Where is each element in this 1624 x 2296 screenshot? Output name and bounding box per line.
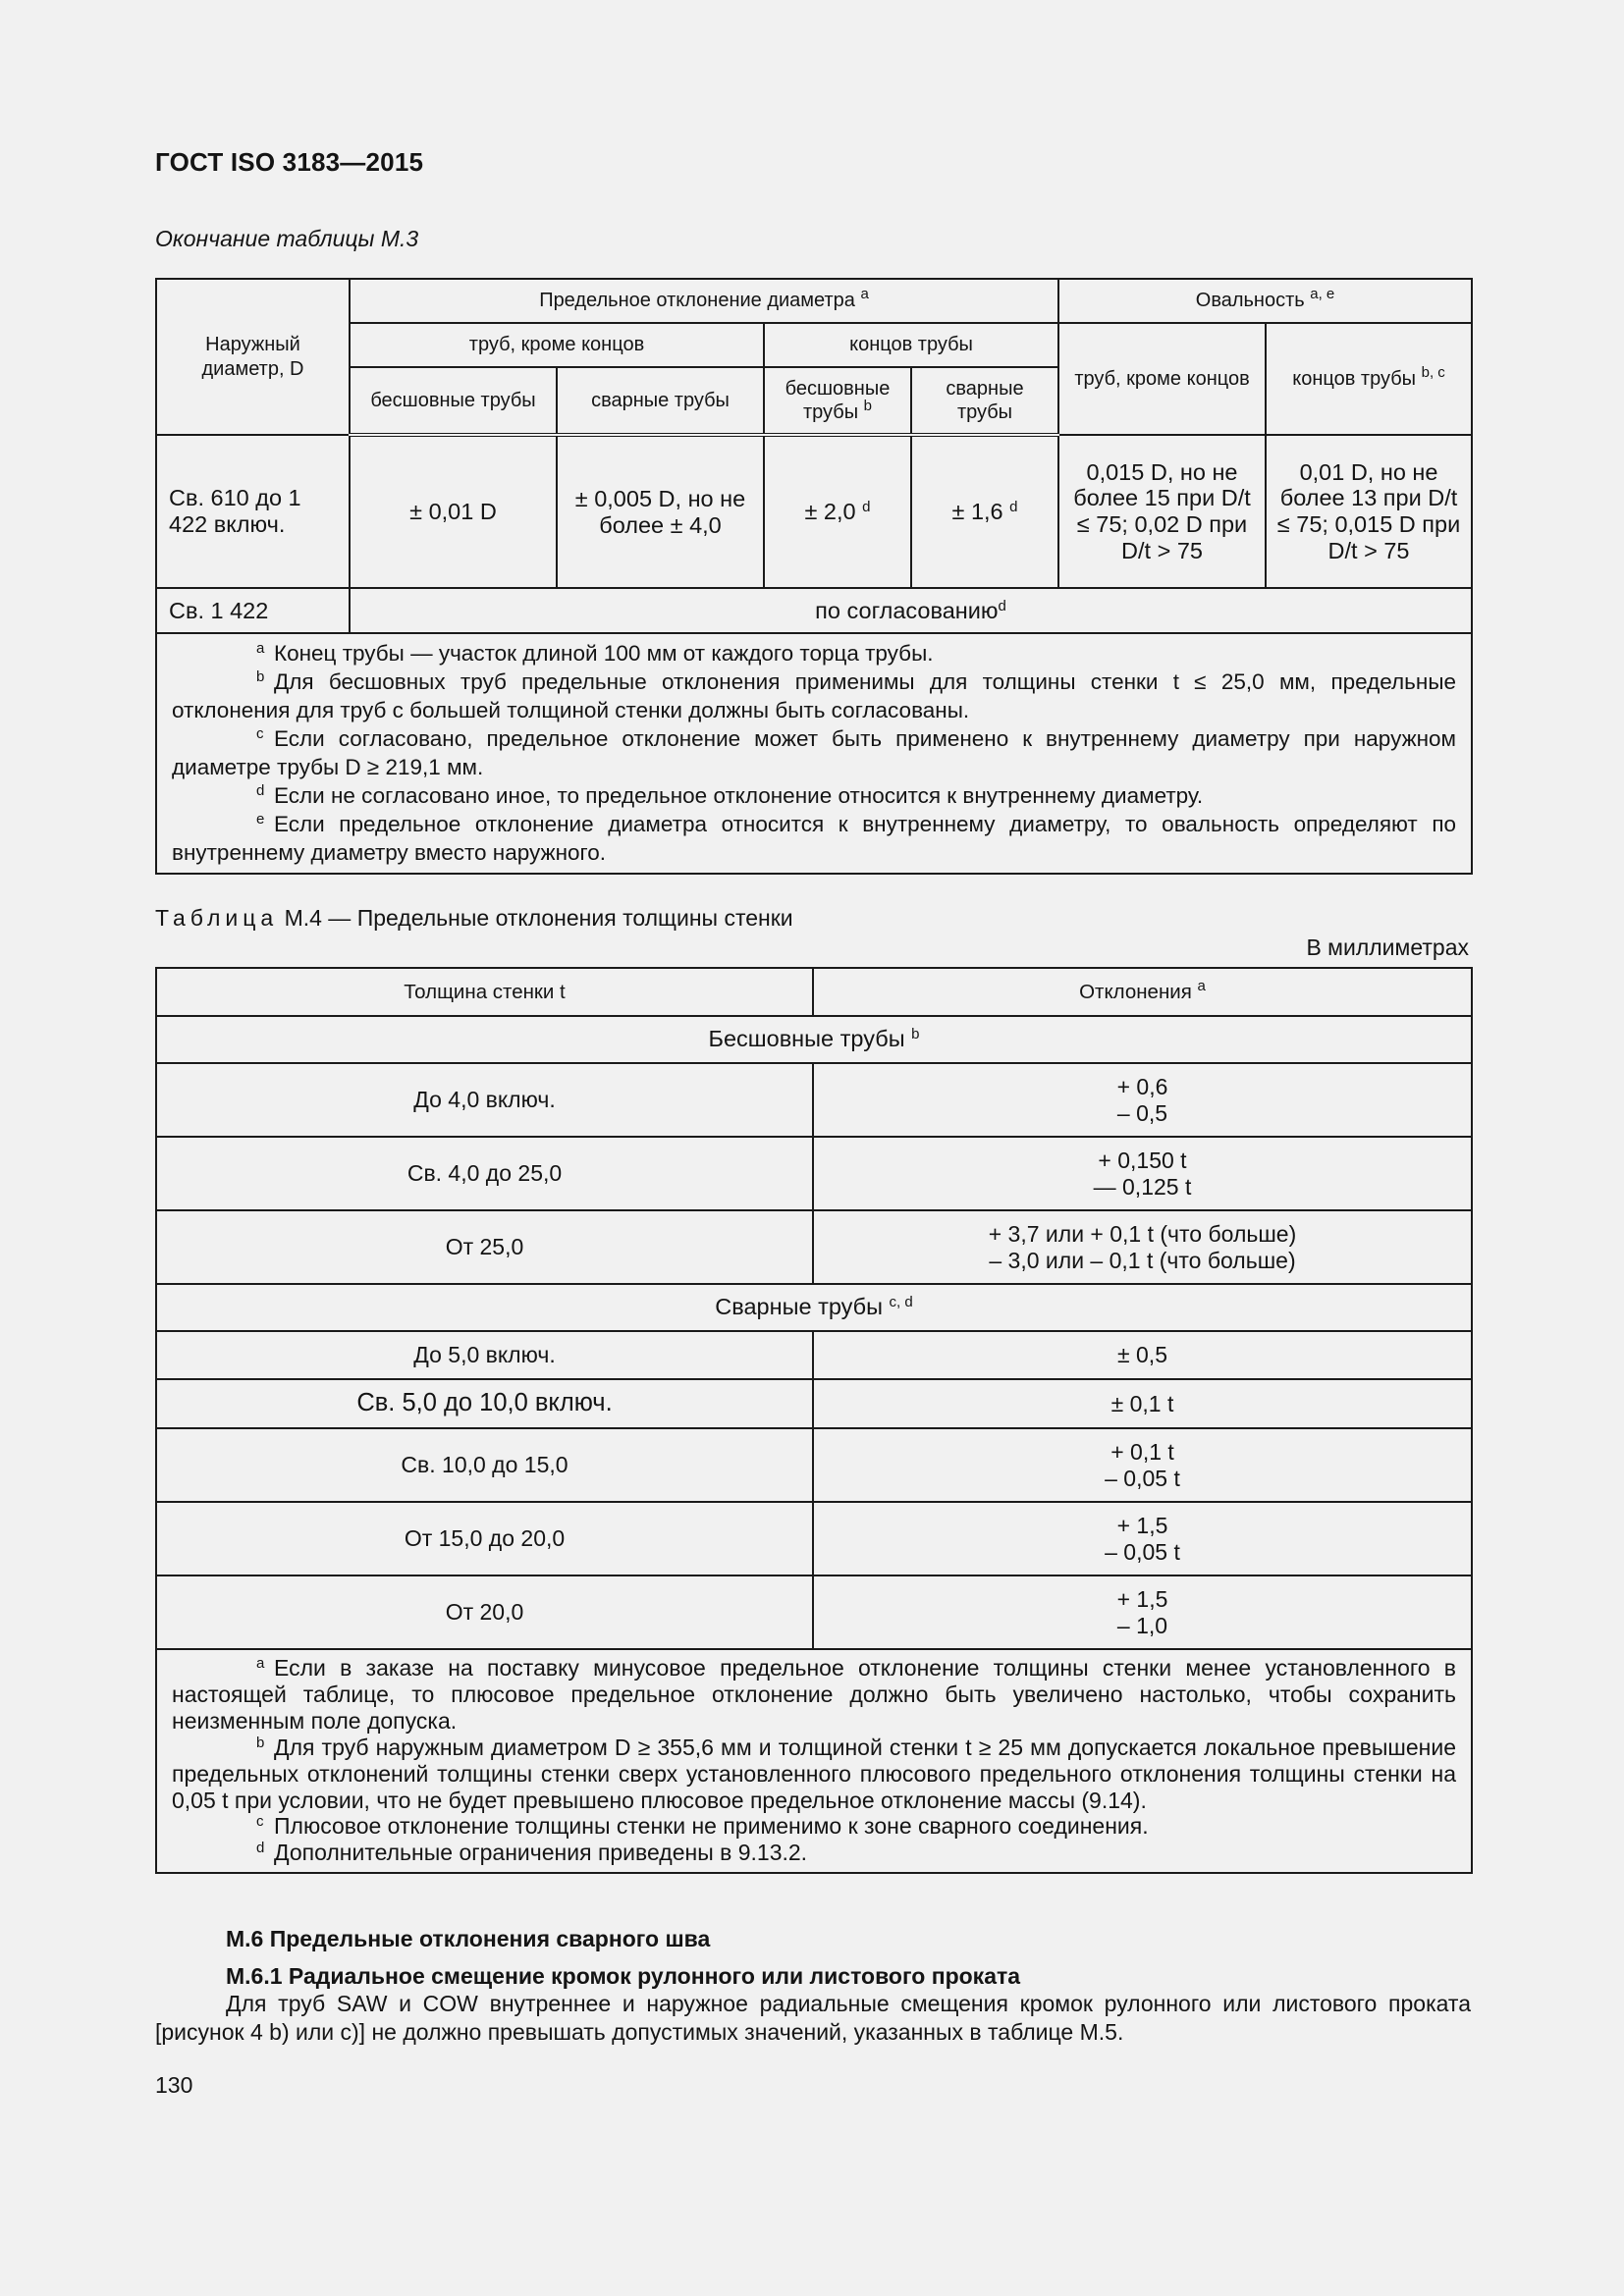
cell-seamless: ± 0,01 D: [350, 435, 557, 588]
document-header: ГОСТ ISO 3183—2015: [155, 147, 424, 177]
header-outer-diameter: Наружный диаметр, D: [156, 279, 350, 435]
deviation-cell: + 0,1 t – 0,05 t: [813, 1428, 1472, 1502]
table-row: [156, 1502, 1472, 1575]
header-seamless-ends: бесшовные трубы $^b$: [764, 367, 911, 435]
table-row: [156, 1379, 1472, 1428]
header-deviations: Отклонения $^a$: [813, 968, 1472, 1016]
deviation-cell: + 1,5 – 0,05 t: [813, 1502, 1472, 1575]
note-b: b Для труб наружным диаметром D ≥ 355,6 мм и толщиной стенки t ≥ 25 мм допускается локальное превышение предельных отклонений толщины стенки сверх установленного плюсового предельного отклонения толщины стенки на 0,05 t при условии, что не будет превышено плюсовое предельное отклонение массы (9.14).: [172, 1734, 1456, 1813]
cell-by-agreement: по согласованию$^d$: [350, 588, 1472, 633]
group-seamless-pipes: Бесшовные трубы $^b$: [156, 1016, 1472, 1063]
table-m4-notes: [156, 1649, 1472, 1873]
note-d: d Если не согласовано иное, то предельное отклонение относится к внутреннему диаметру.: [256, 782, 1204, 808]
header-wall-thickness: Толщина стенки t: [156, 968, 813, 1016]
note-a: a Конец трубы — участок длиной 100 мм от каждого торца трубы.: [256, 640, 934, 666]
table-row: [156, 1575, 1472, 1649]
paragraph-m61: [155, 1990, 1471, 2047]
cell-ends-welded: ± 1,6 $^d$: [911, 435, 1058, 588]
thickness-cell: Св. 4,0 до 25,0: [156, 1137, 813, 1210]
note-d: d Дополнительные ограничения приведены в 9.13.2.: [256, 1840, 808, 1866]
thickness-cell: От 25,0: [156, 1210, 813, 1284]
note-b: b Для бесшовных труб предельные отклонения применимы для толщины стенки t ≤ 25,0 мм, предельные отклонения для труб с большей толщиной стенки должны быть согласованы.: [172, 668, 1457, 722]
cell-ends-seamless: ± 2,0 $^d$: [764, 435, 911, 588]
header-ovality-ends: концов трубы $^{b, c}$: [1266, 323, 1472, 435]
note-a: a Если в заказе на поставку минусовое предельное отклонение толщины стенки менее установленного в настоящей таблице, то плюсовое предельное отклонение должно быть увеличено настолько, чтобы сохранить неизменным поле допуска.: [172, 1655, 1456, 1734]
note-c: c Если согласовано, предельное отклонение может быть применено к внутреннему диаметру при наружном диаметре трубы D ≥ 219,1 мм.: [172, 725, 1457, 779]
paragraph-text: Для труб SAW и COW внутреннее и наружное радиальные смещения кромок рулонного или листового проката [рисунок 4 b) или c)] не должно превышать допустимых значений, указанных в таблице М.5.: [155, 1991, 1471, 2045]
thickness-cell: До 5,0 включ.: [156, 1331, 813, 1379]
thickness-cell: До 4,0 включ.: [156, 1063, 813, 1137]
group-welded-pipes: Сварные трубы $^{c, d}$: [156, 1284, 1472, 1331]
deviation-cell: + 0,150 t — 0,125 t: [813, 1137, 1472, 1210]
table-row: [156, 1428, 1472, 1502]
table-m4: [155, 967, 1473, 1874]
table-m4-caption: Таблица М.4 — Предельные отклонения толщины стенки: [155, 905, 793, 931]
section-heading-m6: М.6 Предельные отклонения сварного шва: [226, 1926, 711, 1951]
header-pipe-ends: концов трубы: [764, 323, 1058, 367]
header-pipe-except-ends: труб, кроме концов: [350, 323, 764, 367]
header-welded: сварные трубы: [557, 367, 764, 435]
table-m3-notes: [156, 633, 1472, 874]
table-m3: [155, 278, 1473, 875]
thickness-cell: От 15,0 до 20,0: [156, 1502, 813, 1575]
deviation-cell: ± 0,1 t: [813, 1379, 1472, 1428]
header-ovality-except-ends: труб, кроме концов: [1058, 323, 1266, 435]
header-welded-ends: сварные трубы: [911, 367, 1058, 435]
section-heading-m61: М.6.1 Радиальное смещение кромок рулонного или листового проката: [226, 1963, 1021, 1989]
thickness-cell: Св. 10,0 до 15,0: [156, 1428, 813, 1502]
thickness-cell: Св. 5,0 до 10,0 включ.: [156, 1379, 813, 1428]
table-m4-units: В миллиметрах: [1306, 934, 1469, 960]
deviation-cell: ± 0,5: [813, 1331, 1472, 1379]
deviation-cell: + 1,5 – 1,0: [813, 1575, 1472, 1649]
cell-diameter-2: Св. 1 422: [156, 588, 350, 633]
deviation-cell: + 3,7 или + 0,1 t (что больше) – 3,0 или – 0,1 t (что больше): [813, 1210, 1472, 1284]
thickness-cell: От 20,0: [156, 1575, 813, 1649]
deviation-cell: + 0,6 – 0,5: [813, 1063, 1472, 1137]
cell-welded: ± 0,005 D, но не более ± 4,0: [557, 435, 764, 588]
note-e: e Если предельное отклонение диаметра относится к внутреннему диаметру, то овальность определяют по внутреннему диаметру вместо наружного.: [172, 811, 1457, 865]
header-diameter-tolerance: Предельное отклонение диаметра $^a$: [350, 279, 1058, 323]
note-c: c Плюсовое отклонение толщины стенки не применимо к зоне сварного соединения.: [256, 1813, 1149, 1840]
table-row: [156, 1210, 1472, 1284]
cell-ovality-except-ends: 0,015 D, но не более 15 при D/t ≤ 75; 0,02 D при D/t > 75: [1058, 435, 1266, 588]
header-ovality: Овальность $^{a, e}$: [1058, 279, 1472, 323]
page-number: 130: [155, 2072, 193, 2098]
table-continuation-caption: Окончание таблицы М.3: [155, 226, 419, 251]
table-row: [156, 1331, 1472, 1379]
cell-ovality-ends: 0,01 D, но не более 13 при D/t ≤ 75; 0,015 D при D/t > 75: [1266, 435, 1472, 588]
cell-diameter: Св. 610 до 1 422 включ.: [156, 435, 350, 588]
table-row: [156, 1137, 1472, 1210]
header-seamless: бесшовные трубы: [350, 367, 557, 435]
table-row: [156, 1063, 1472, 1137]
